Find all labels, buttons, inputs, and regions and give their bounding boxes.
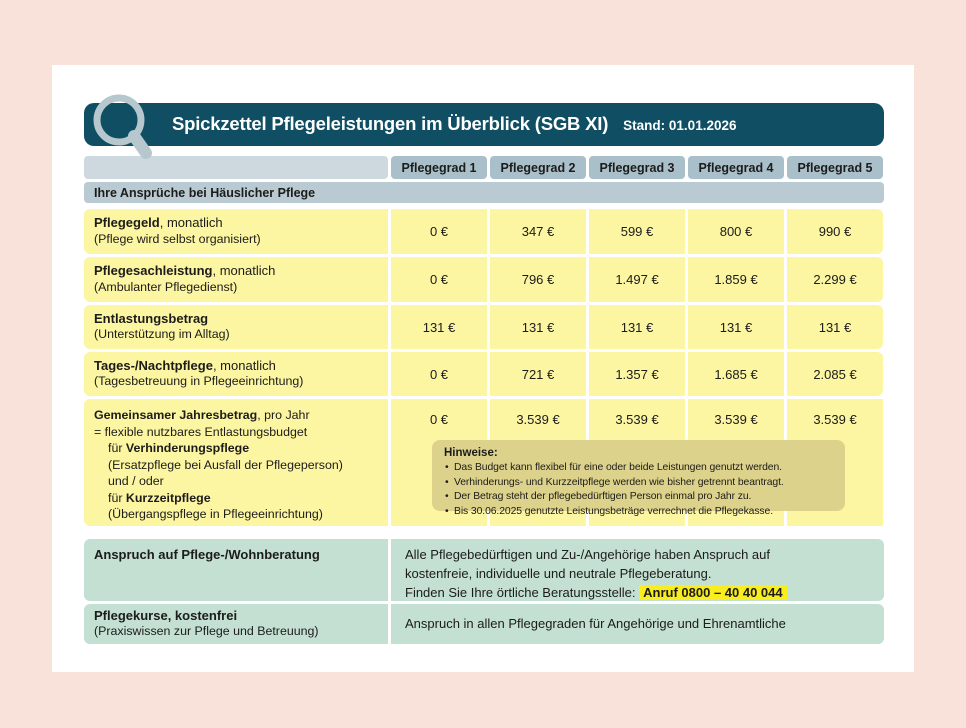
value-cell: 796 € bbox=[490, 257, 586, 302]
row-label bbox=[84, 399, 388, 526]
row-label-sub: (Tagesbetreuung in Pflegeeinrichtung) bbox=[94, 374, 304, 389]
kurse-label bbox=[84, 604, 388, 644]
row-label bbox=[84, 257, 388, 302]
value-cell: 131 € bbox=[589, 305, 685, 349]
row-label bbox=[84, 305, 388, 349]
beratung-line-pre: Finden Sie Ihre örtliche Beratungsstelle: bbox=[405, 584, 640, 600]
value-cell: 131 € bbox=[688, 305, 784, 349]
row-label-line: für bbox=[108, 441, 126, 455]
value-cell: 1.497 € bbox=[589, 257, 685, 302]
beratung-row bbox=[84, 539, 884, 601]
beratung-label: Anspruch auf Pflege-/Wohnberatung bbox=[84, 539, 388, 601]
row-label-suffix: , monatlich bbox=[212, 357, 276, 373]
row-label-line: für bbox=[108, 490, 126, 505]
value-cell: 3.539 € bbox=[787, 399, 883, 526]
kurse-label-sub: (Praxiswissen zur Pflege und Betreuung) bbox=[94, 624, 319, 639]
row-label-suffix: , monatlich bbox=[159, 215, 223, 231]
row-label-line: (Übergangspflege in Pflegeeinrichtung) bbox=[108, 507, 323, 521]
column-header-pflegegrad-1: Pflegegrad 1 bbox=[391, 156, 487, 179]
value-cell: 1.685 € bbox=[688, 352, 784, 396]
kurse-row bbox=[84, 604, 884, 644]
table-row-jahresbetrag bbox=[84, 399, 884, 526]
column-header-pflegegrad-2: Pflegegrad 2 bbox=[490, 156, 586, 179]
hinweise-item: • Verhinderungs- und Kurzzeitpflege werden wie bisher getrennt beantragt. bbox=[444, 476, 835, 491]
hinweise-item: • Bis 30.06.2025 genutzte Leistungsbeträge verrechnet die Pflegekasse. bbox=[444, 505, 835, 520]
hinweise-item: • Das Budget kann flexibel für eine oder beide Leistungen genutzt werden. bbox=[444, 461, 835, 476]
row-label-suffix: , pro Jahr bbox=[257, 408, 310, 422]
row-label-line: (Ersatzpflege bei Ausfall der Pflegeperson) bbox=[108, 457, 343, 472]
table-row-entlastungsbetrag bbox=[84, 305, 884, 349]
sheet-card bbox=[52, 65, 914, 672]
table-row-pflegesachleistung bbox=[84, 257, 884, 302]
value-cell: 347 € bbox=[490, 209, 586, 254]
value-cell: 2.299 € bbox=[787, 257, 883, 302]
value-cell: 131 € bbox=[490, 305, 586, 349]
row-label-bold: Kurzzeitpflege bbox=[125, 490, 211, 505]
value-cell: 0 € bbox=[391, 399, 487, 526]
table-row-tages-nachtpflege bbox=[84, 352, 884, 396]
beratung-line bbox=[405, 584, 870, 603]
row-label bbox=[84, 209, 388, 254]
value-cell: 990 € bbox=[787, 209, 883, 254]
value-cell: 599 € bbox=[589, 209, 685, 254]
kurse-text: Anspruch in allen Pflegegraden für Angehörige und Ehrenamtliche bbox=[391, 604, 884, 644]
phone-highlight: Anruf 0800 – 40 40 044 bbox=[639, 585, 786, 600]
row-label bbox=[84, 352, 388, 396]
value-cell: 131 € bbox=[391, 305, 487, 349]
row-label-line: = flexible nutzbares Entlastungsbudget bbox=[94, 424, 308, 439]
page-title: Spickzettel Pflegeleistungen im Überblick (SGB XI) bbox=[172, 113, 609, 134]
row-label-title: Pflegesachleistung bbox=[94, 263, 213, 279]
row-label-title: Tages-/Nachtpflege bbox=[94, 357, 213, 373]
sheet-content bbox=[84, 103, 884, 644]
column-header-pflegegrad-4: Pflegegrad 4 bbox=[688, 156, 784, 179]
beratung-line: Alle Pflegebedürftigen und Zu-/Angehörige haben Anspruch auf bbox=[405, 547, 770, 562]
value-cell: 800 € bbox=[688, 209, 784, 254]
column-header-row bbox=[84, 156, 884, 179]
hinweise-list bbox=[444, 461, 835, 519]
section-title: Ihre Ansprüche bei Häuslicher Pflege bbox=[84, 182, 884, 203]
row-label-line: und / oder bbox=[108, 474, 164, 488]
hinweise-box bbox=[432, 440, 845, 517]
row-label-sub: (Ambulanter Pflegedienst) bbox=[94, 279, 238, 294]
value-cell: 0 € bbox=[391, 209, 487, 254]
beratung-text bbox=[391, 539, 884, 601]
row-label-sub: (Unterstützung im Alltag) bbox=[94, 327, 230, 342]
header-bar bbox=[84, 103, 884, 146]
row-label-title: Entlastungsbetrag bbox=[94, 310, 209, 326]
value-cell: 3.539 € bbox=[490, 399, 586, 526]
hinweise-title: Hinweise: bbox=[444, 447, 498, 459]
row-label-suffix: , monatlich bbox=[212, 263, 276, 279]
stand-date: Stand: 01.01.2026 bbox=[623, 118, 737, 133]
column-header-pflegegrad-3: Pflegegrad 3 bbox=[589, 156, 685, 179]
value-cell: 1.357 € bbox=[589, 352, 685, 396]
value-cell: 0 € bbox=[391, 257, 487, 302]
row-label-title: Gemeinsamer Jahresbetrag bbox=[94, 408, 258, 422]
column-header-pflegegrad-5: Pflegegrad 5 bbox=[787, 156, 883, 179]
kurse-label-title: Pflegekurse, kostenfrei bbox=[94, 607, 238, 623]
header-text bbox=[84, 103, 884, 135]
value-cell: 721 € bbox=[490, 352, 586, 396]
value-cell: 2.085 € bbox=[787, 352, 883, 396]
value-cell: 1.859 € bbox=[688, 257, 784, 302]
row-label-sub: (Pflege wird selbst organisiert) bbox=[94, 231, 261, 246]
magnifier-icon bbox=[91, 94, 161, 164]
beratung-line: kostenfreie, individuelle und neutrale Pflegeberatung. bbox=[405, 565, 712, 581]
value-cell: 3.539 € bbox=[688, 399, 784, 526]
value-cell: 0 € bbox=[391, 352, 487, 396]
value-cell: 3.539 € bbox=[589, 399, 685, 526]
value-cell: 131 € bbox=[787, 305, 883, 349]
row-label-bold: Verhinderungspflege bbox=[125, 441, 250, 455]
table-row-pflegegeld bbox=[84, 209, 884, 254]
row-label-title: Pflegegeld bbox=[94, 215, 160, 231]
hinweise-item: • Der Betrag steht der pflegebedürftigen Person einmal pro Jahr zu. bbox=[444, 490, 835, 505]
